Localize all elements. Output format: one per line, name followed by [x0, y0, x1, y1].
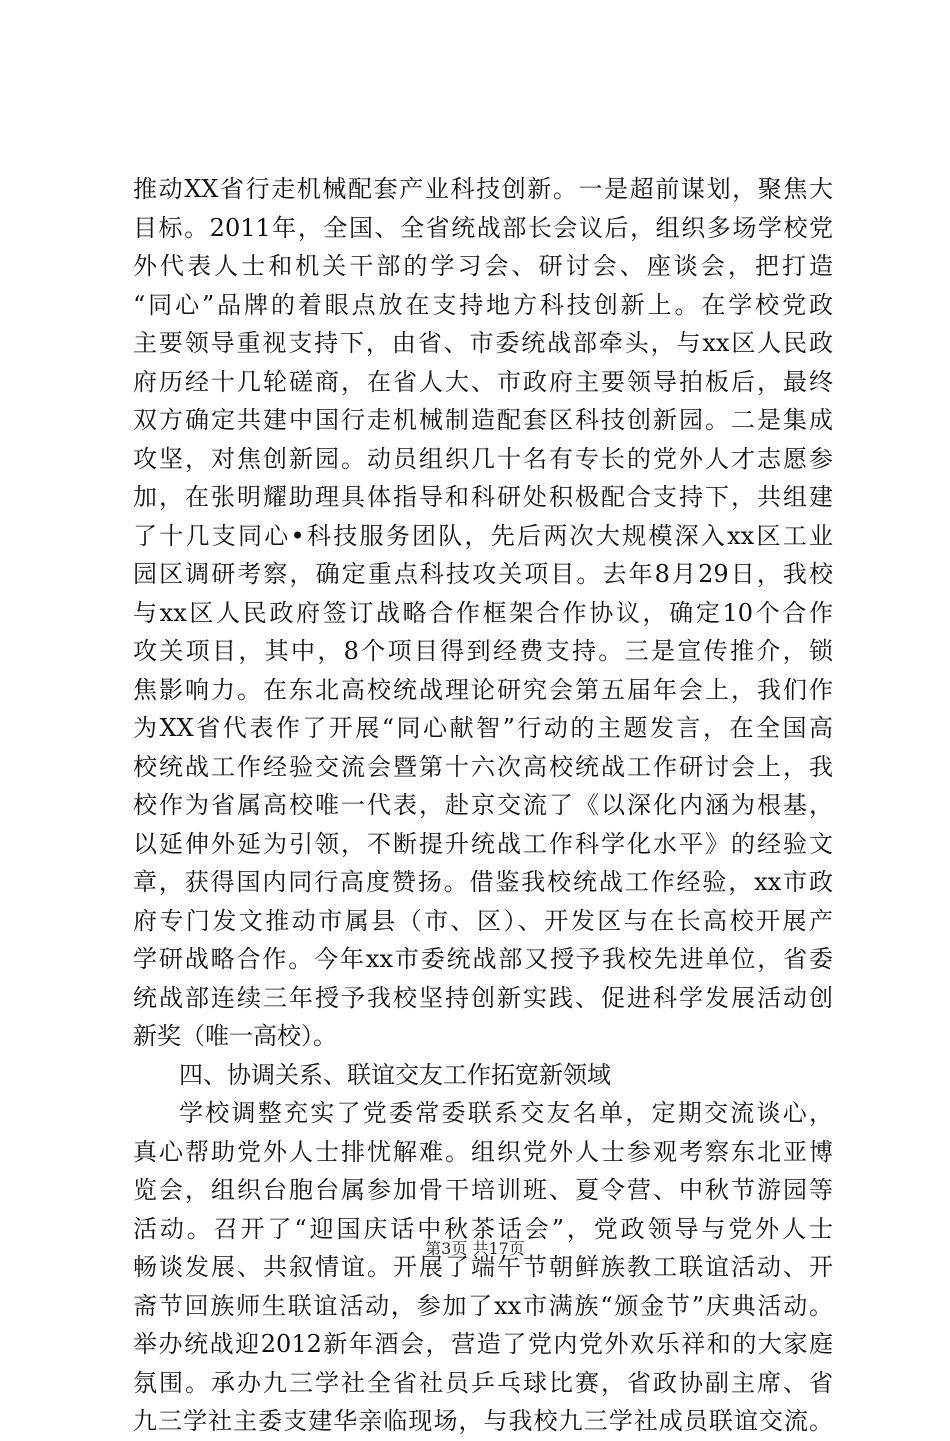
text-line: 览会，组织台胞台属参加骨干培训班、夏令营、中秋节游园等 — [133, 1176, 833, 1204]
text-line: 学研战略合作。今年xx市委统战部又授予我校先进单位，省委 — [133, 945, 833, 973]
text-line: 章，获得国内同行高度赞扬。借鉴我校统战工作经验，xx市政 — [133, 868, 833, 896]
text-line: 为XX省代表作了开展“同心献智”行动的主题发言，在全国高 — [133, 714, 833, 742]
text-line: 学校调整充实了党委常委联系交友名单，定期交流谈心， — [179, 1099, 833, 1127]
text-line: 园区调研考察，确定重点科技攻关项目。去年8月29日，我校 — [133, 560, 833, 588]
text-line: 以延伸外延为引领，不断提升统战工作科学化水平》的经验文 — [133, 829, 833, 858]
text-line: 府历经十几轮磋商，在省人大、市政府主要领导拍板后，最终 — [133, 367, 833, 396]
text-line: 畅谈发展、共叙情谊。开展了端午节朝鲜族教工联谊活动、开 — [133, 1253, 833, 1281]
text-line: 统战部连续三年授予我校坚持创新实践、促进科学发展活动创 — [133, 983, 833, 1012]
text-line: 校统战工作经验交流会暨第十六次高校统战工作研讨会上，我 — [133, 752, 833, 781]
text-line: 了十几支同心•科技服务团队，先后两次大规模深入xx区工业 — [133, 521, 833, 550]
text-line: 攻坚，对焦创新园。动员组织几十名有专长的党外人才志愿参 — [133, 444, 833, 473]
page-number: 第3页 共17页 — [425, 1239, 525, 1258]
text-line: 校作为省属高校唯一代表，赴京交流了《以深化内涵为根基， — [133, 791, 833, 819]
text-line: 攻关项目，其中，8个项目得到经费支持。三是宣传推介，锁 — [133, 637, 833, 665]
text-line: 斋节回族师生联谊活动，参加了xx市满族“颁金节”庆典活动。 — [133, 1291, 833, 1320]
text-line: 九三学社主委支建华亲临现场，与我校九三学社成员联谊交流。 — [133, 1407, 833, 1435]
text-line: 加，在张明耀助理具体指导和科研处积极配合支持下，共组建 — [133, 483, 833, 511]
text-line: 双方确定共建中国行走机械制造配套区科技创新园。二是集成 — [133, 406, 833, 434]
text-line: 活动。召开了“迎国庆话中秋茶话会”，党政领导与党外人士 — [133, 1214, 833, 1243]
text-line: 府专门发文推动市属县（市、区）、开发区与在长高校开展产 — [133, 906, 833, 935]
text-line: 真心帮助党外人士排忧解难。组织党外人士参观考察东北亚博 — [133, 1137, 833, 1166]
text-line: 焦影响力。在东北高校统战理论研究会第五届年会上，我们作 — [133, 675, 833, 704]
text-line: 举办统战迎2012新年酒会，营造了党内党外欢乐祥和的大家庭 — [133, 1330, 833, 1358]
text-line: 新奖（唯一高校）。 — [133, 1022, 337, 1050]
text-line: 与xx区人民政府签订战略合作框架合作协议，确定10个合作 — [133, 598, 833, 627]
text-line: 外代表人士和机关干部的学习会、研讨会、座谈会，把打造 — [133, 252, 833, 280]
text-line: 氛围。承办九三学社全省社员乒乓球比赛，省政协副主席、省 — [133, 1368, 833, 1397]
text-line: 主要领导重视支持下，由省、市委统战部牵头，与xx区人民政 — [133, 329, 833, 357]
section-heading: 四、协调关系、联谊交友工作拓宽新领域 — [179, 1060, 611, 1089]
text-line: “同心”品牌的着眼点放在支持地方科技创新上。在学校党政 — [133, 290, 833, 319]
text-line: 推动XX省行走机械配套产业科技创新。一是超前谋划，聚焦大 — [133, 175, 833, 203]
text-line: 目标。2011年，全国、全省统战部长会议后，组织多场学校党 — [133, 213, 833, 242]
